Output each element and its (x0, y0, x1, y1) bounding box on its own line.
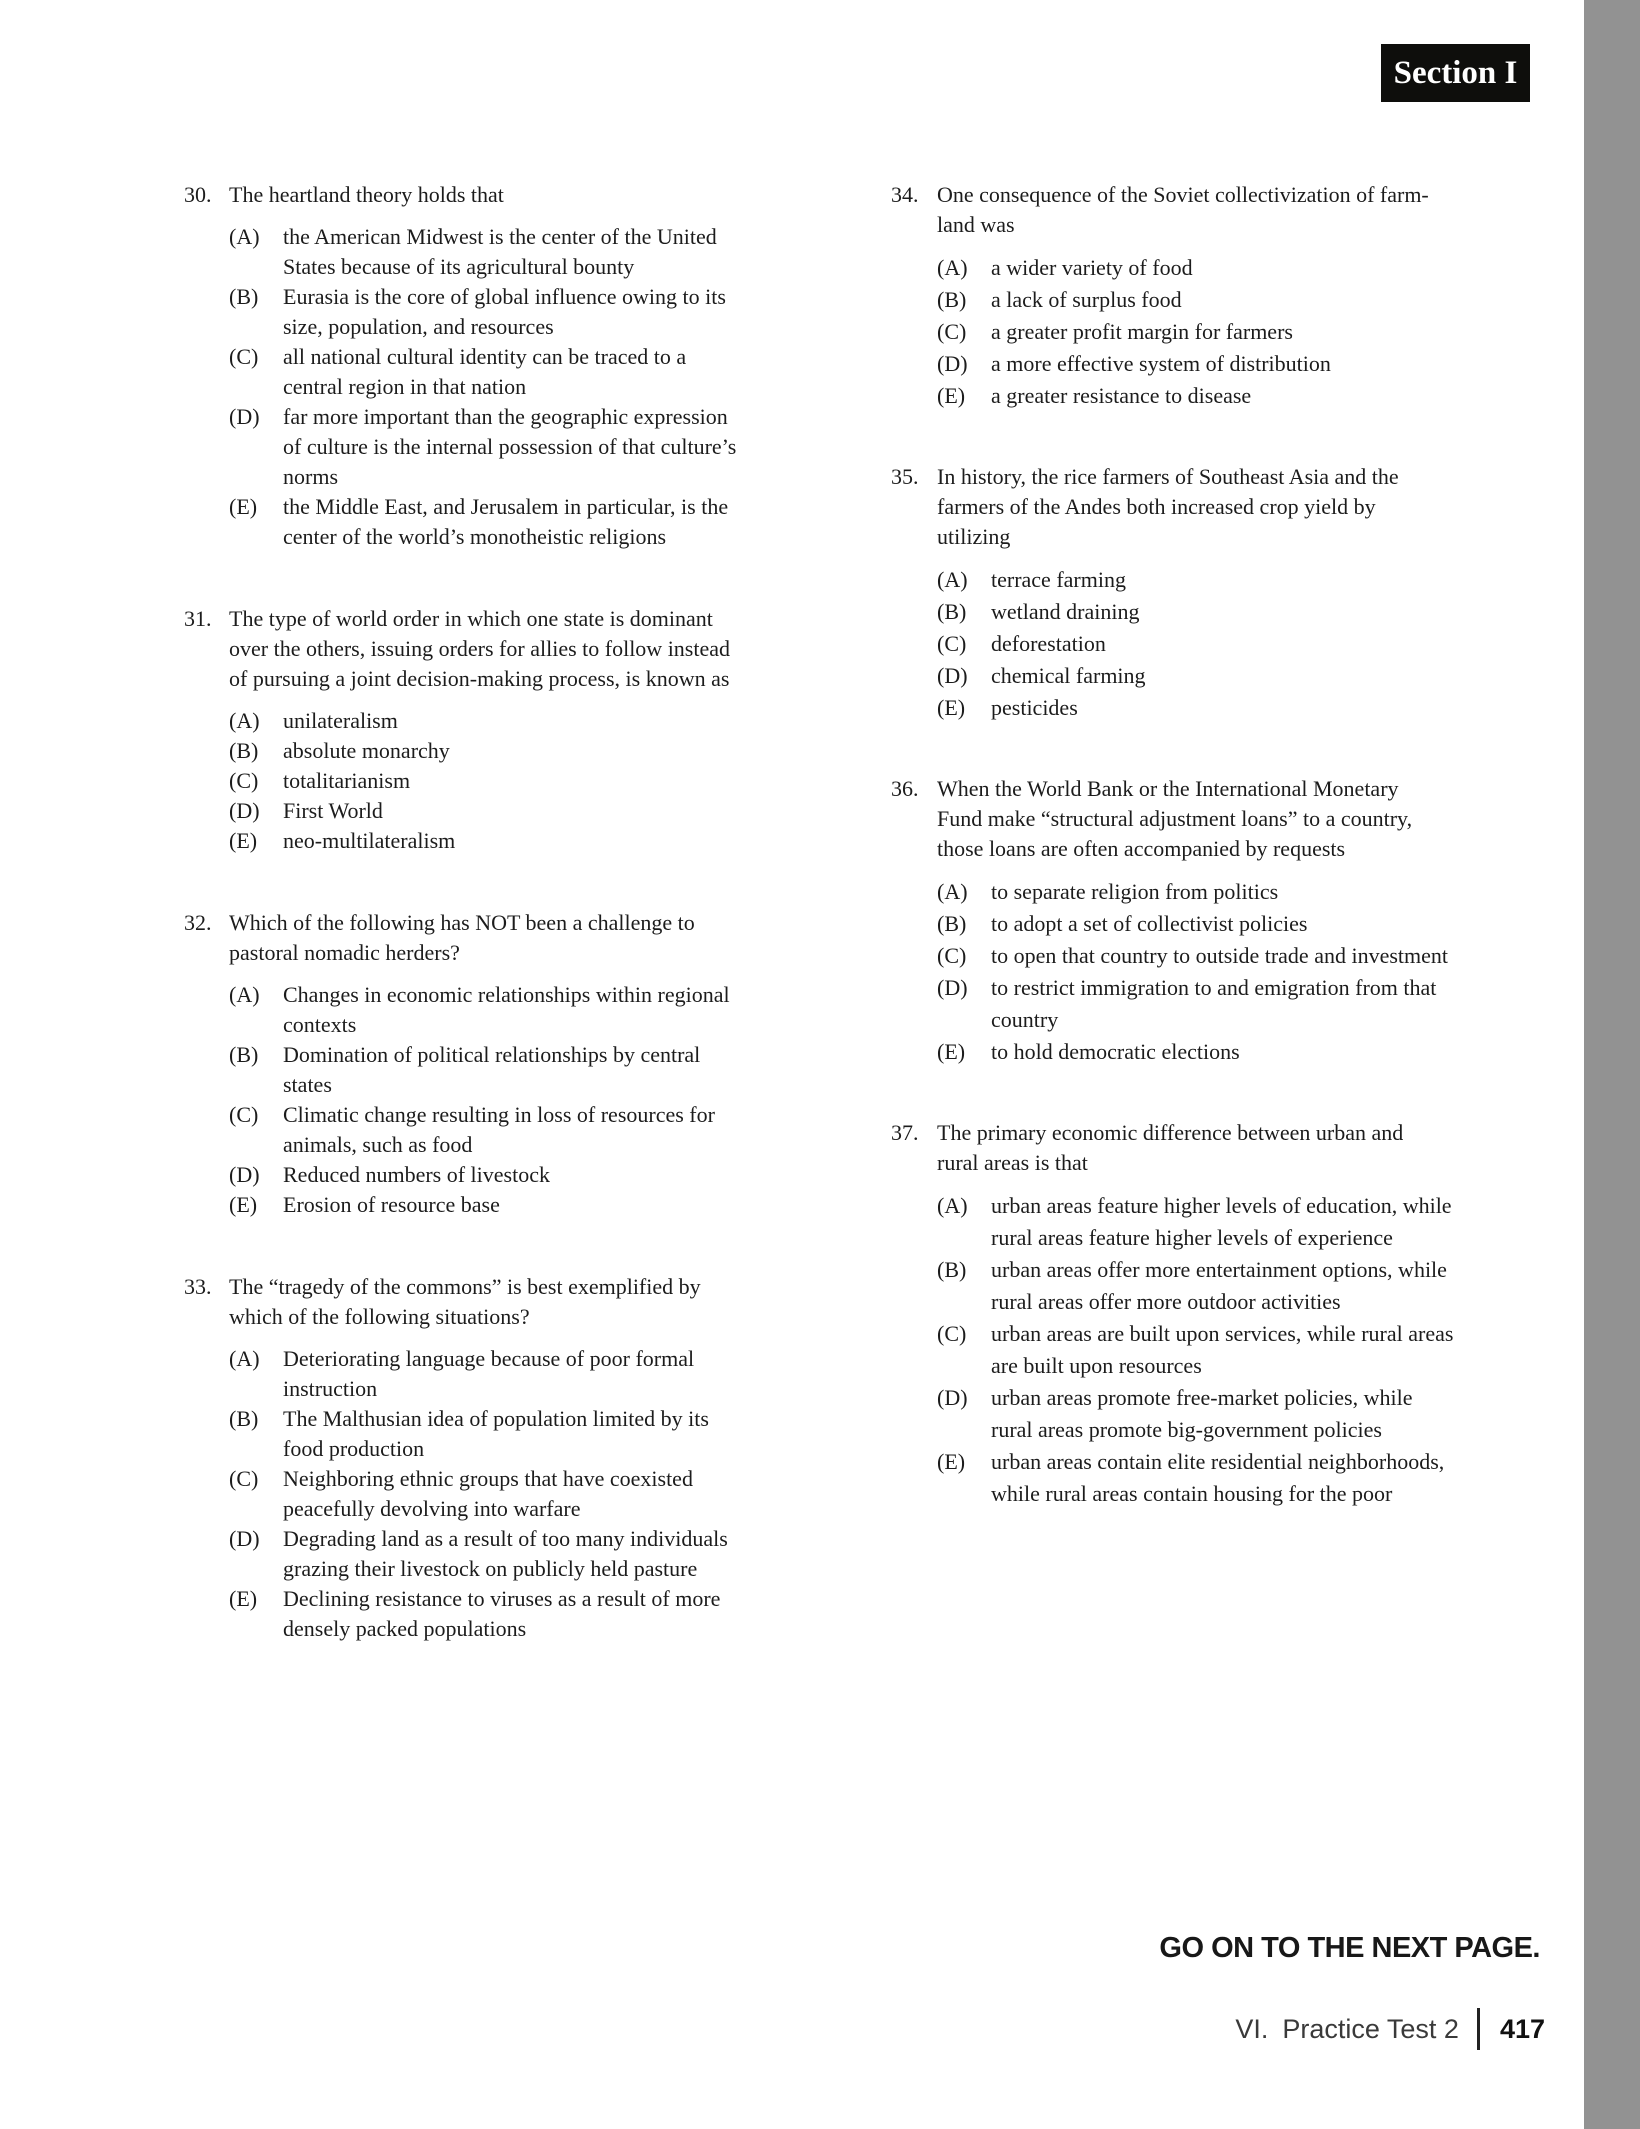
option-letter: (A) (229, 224, 260, 249)
option-letter: (E) (937, 1039, 966, 1064)
option-text (991, 972, 1436, 1036)
question-prompt-line: utilizing (937, 524, 1011, 549)
question-prompt-line: The primary economic difference between urban and (937, 1120, 1404, 1145)
option-letter: (C) (229, 1466, 259, 1491)
option-text-line: Erosion of resource base (283, 1192, 500, 1217)
question (891, 462, 1586, 724)
option-row (229, 766, 730, 796)
option-row (937, 564, 1399, 596)
option-text (283, 492, 728, 552)
option-text-line: wetland draining (991, 599, 1140, 624)
option-text (283, 1344, 694, 1404)
option-letter: (A) (937, 879, 968, 904)
option-text-line: central region in that nation (283, 374, 527, 399)
option-text (283, 282, 726, 342)
question-prompt (229, 604, 730, 694)
question-body (229, 180, 736, 552)
option-row (229, 1344, 728, 1404)
question-body (937, 774, 1448, 1068)
question-prompt-line: rural areas is that (937, 1150, 1088, 1175)
option-letter: (D) (229, 1162, 260, 1187)
option-row (937, 660, 1399, 692)
question-prompt-line: One consequence of the Soviet collectivization of farm- (937, 182, 1429, 207)
questions-column-right (891, 180, 1586, 1560)
option-text (283, 1160, 550, 1190)
option-row (229, 282, 736, 342)
footer-part-label: VI. (1235, 2013, 1269, 2044)
option-row (229, 1464, 728, 1524)
option-text (991, 596, 1139, 628)
option-letter: (B) (229, 1406, 259, 1431)
option-text (283, 222, 717, 282)
question (184, 180, 889, 552)
option-row (229, 222, 736, 282)
option-letter: (C) (937, 1321, 967, 1346)
option-row (937, 1382, 1453, 1446)
option-text-line: a greater profit margin for farmers (991, 319, 1293, 344)
option-row (229, 492, 736, 552)
option-letter: (E) (229, 1192, 258, 1217)
option-text-line: Reduced numbers of livestock (283, 1162, 550, 1187)
option-text-line: Climatic change resulting in loss of resources for (283, 1102, 715, 1127)
option-letter: (D) (937, 663, 968, 688)
option-text (991, 1190, 1452, 1254)
question-prompt-line: When the World Bank or the International Monetary (937, 776, 1399, 801)
option-text-line: norms (283, 464, 338, 489)
option-text-line: The Malthusian idea of population limited by its (283, 1406, 709, 1431)
question-prompt-line: The type of world order in which one state is dominant (229, 606, 713, 631)
option-row (229, 736, 730, 766)
option-letter: (B) (937, 911, 967, 936)
question-body (937, 462, 1399, 724)
question-number: 34. (891, 182, 919, 207)
option-row (229, 1524, 728, 1584)
option-text (991, 692, 1078, 724)
option-row (229, 1190, 730, 1220)
option-text-line: a wider variety of food (991, 255, 1193, 280)
option-text-line: pesticides (991, 695, 1078, 720)
option-text-line: peacefully devolving into warfare (283, 1496, 581, 1521)
option-text-line: absolute monarchy (283, 738, 450, 763)
question-prompt-line: over the others, issuing orders for allies to follow instead (229, 636, 731, 661)
option-text (283, 766, 410, 796)
section-badge-label: Section I (1393, 54, 1518, 91)
question-number: 32. (184, 910, 212, 935)
option-letter: (C) (229, 768, 259, 793)
question-number: 37. (891, 1120, 919, 1145)
options-list (937, 1190, 1453, 1510)
option-text-line: Deteriorating language because of poor formal (283, 1346, 695, 1371)
option-text-line: to adopt a set of collectivist policies (991, 911, 1308, 936)
option-text (991, 284, 1182, 316)
option-text-line: Changes in economic relationships within regional (283, 982, 730, 1007)
question-prompt-line: those loans are often accompanied by requests (937, 836, 1346, 861)
question-prompt (937, 1118, 1453, 1178)
option-text (991, 316, 1293, 348)
option-text-line: chemical farming (991, 663, 1146, 688)
option-text (283, 826, 455, 856)
option-row (937, 972, 1448, 1036)
options-list (937, 564, 1399, 724)
option-text-line: Domination of political relationships by central (283, 1042, 701, 1067)
question-prompt-line: The heartland theory holds that (229, 182, 504, 207)
question-prompt (229, 180, 736, 210)
option-text-line: to separate religion from politics (991, 879, 1279, 904)
options-list (229, 980, 730, 1220)
option-text-line: urban areas promote free-market policies, while (991, 1385, 1413, 1410)
option-letter: (C) (937, 319, 967, 344)
option-letter: (A) (937, 255, 968, 280)
option-text-line: urban areas are built upon services, while rural areas (991, 1321, 1454, 1346)
option-letter: (D) (229, 798, 260, 823)
option-text-line: the American Midwest is the center of the United (283, 224, 717, 249)
question-prompt (937, 180, 1429, 240)
option-text-line: neo-multilateralism (283, 828, 456, 853)
option-row (229, 1404, 728, 1464)
footer-divider (1477, 2008, 1480, 2050)
question-prompt-line: pastoral nomadic herders? (229, 940, 460, 965)
option-text-line: rural areas feature higher levels of experience (991, 1225, 1393, 1250)
option-letter: (B) (229, 284, 259, 309)
option-row (937, 1446, 1453, 1510)
option-text-line: urban areas contain elite residential neighborhoods, (991, 1449, 1445, 1474)
option-text (283, 1190, 500, 1220)
option-text-line: the Middle East, and Jerusalem in particular, is the (283, 494, 729, 519)
option-letter: (B) (229, 738, 259, 763)
option-text-line: rural areas offer more outdoor activities (991, 1289, 1341, 1314)
question-prompt (229, 1272, 728, 1332)
option-row (229, 1160, 730, 1190)
option-row (229, 826, 730, 856)
question-body (937, 1118, 1453, 1510)
option-row (937, 876, 1448, 908)
option-text (283, 1404, 709, 1464)
option-text (283, 402, 736, 492)
option-row (229, 1040, 730, 1100)
footer-page-number: 417 (1499, 2013, 1545, 2044)
question-prompt-line: The “tragedy of the commons” is best exemplified by (229, 1274, 701, 1299)
option-row (937, 692, 1399, 724)
option-letter: (C) (229, 344, 259, 369)
question-prompt-line: which of the following situations? (229, 1304, 530, 1329)
question-prompt-line: farmers of the Andes both increased crop yield by (937, 494, 1376, 519)
option-row (937, 1254, 1453, 1318)
option-text-line: terrace farming (991, 567, 1126, 592)
question-body (229, 1272, 728, 1644)
option-row (229, 402, 736, 492)
option-letter: (C) (229, 1102, 259, 1127)
option-text-line: contexts (283, 1012, 357, 1037)
option-text (991, 252, 1193, 284)
option-text (283, 1524, 728, 1584)
option-letter: (A) (937, 567, 968, 592)
option-text-line: a more effective system of distribution (991, 351, 1331, 376)
option-text-line: a greater resistance to disease (991, 383, 1252, 408)
option-letter: (C) (937, 943, 967, 968)
question-prompt (229, 908, 730, 968)
option-text (283, 1040, 700, 1100)
option-text (283, 980, 730, 1040)
option-text-line: totalitarianism (283, 768, 411, 793)
option-row (937, 284, 1429, 316)
option-letter: (E) (937, 383, 966, 408)
question-body (229, 604, 730, 856)
option-text-line: urban areas offer more entertainment options, while (991, 1257, 1447, 1282)
question-number: 30. (184, 182, 212, 207)
option-text-line: to open that country to outside trade and investment (991, 943, 1449, 968)
option-text-line: Degrading land as a result of too many individuals (283, 1526, 728, 1551)
options-list (937, 252, 1429, 412)
option-text-line: Eurasia is the core of global influence owing to its (283, 284, 726, 309)
option-text (991, 1382, 1412, 1446)
option-letter: (A) (229, 1346, 260, 1371)
option-text-line: Declining resistance to viruses as a result of more (283, 1586, 721, 1611)
option-text (283, 736, 450, 766)
option-letter: (D) (937, 1385, 968, 1410)
option-text-line: instruction (283, 1376, 378, 1401)
option-row (229, 1100, 730, 1160)
option-row (937, 348, 1429, 380)
option-text (991, 1318, 1453, 1382)
option-letter: (E) (937, 1449, 966, 1474)
option-text-line: States because of its agricultural bounty (283, 254, 635, 279)
option-letter: (A) (937, 1193, 968, 1218)
options-list (937, 876, 1448, 1068)
option-letter: (C) (937, 631, 967, 656)
option-letter: (E) (229, 1586, 258, 1611)
option-text-line: country (991, 1007, 1059, 1032)
option-row (937, 628, 1399, 660)
option-text-line: of culture is the internal possession of that culture’s (283, 434, 737, 459)
option-letter: (E) (229, 828, 258, 853)
question-body (937, 180, 1429, 412)
question-prompt-line: In history, the rice farmers of Southeast Asia and the (937, 464, 1399, 489)
option-text-line: size, population, and resources (283, 314, 554, 339)
question-number: 36. (891, 776, 919, 801)
option-letter: (B) (937, 287, 967, 312)
question-number: 35. (891, 464, 919, 489)
option-text (991, 660, 1146, 692)
option-row (229, 980, 730, 1040)
option-text (283, 1100, 715, 1160)
question-prompt (937, 462, 1399, 552)
question (891, 180, 1586, 412)
option-row (937, 316, 1429, 348)
option-text (991, 876, 1278, 908)
footer-section-label: Practice Test 2 (1282, 2013, 1459, 2044)
option-letter: (B) (937, 599, 967, 624)
option-letter: (E) (937, 695, 966, 720)
option-row (937, 380, 1429, 412)
option-text-line: all national cultural identity can be traced to a (283, 344, 687, 369)
question (184, 1272, 889, 1644)
option-text (283, 706, 398, 736)
question-number: 33. (184, 1274, 212, 1299)
question-prompt-line: land was (937, 212, 1015, 237)
question (891, 774, 1586, 1068)
option-text (991, 380, 1251, 412)
option-row (937, 940, 1448, 972)
option-letter: (E) (229, 494, 258, 519)
option-letter: (D) (229, 1526, 260, 1551)
option-text (283, 342, 686, 402)
options-list (229, 222, 736, 552)
option-text-line: while rural areas contain housing for the poor (991, 1481, 1393, 1506)
option-row (229, 1584, 728, 1644)
option-row (937, 908, 1448, 940)
question-body (229, 908, 730, 1220)
option-text-line: animals, such as food (283, 1132, 473, 1157)
option-text (991, 940, 1448, 972)
option-letter: (D) (229, 404, 260, 429)
section-badge (1381, 44, 1530, 102)
option-row (937, 1318, 1453, 1382)
question (184, 604, 889, 856)
option-text-line: to restrict immigration to and emigration from that (991, 975, 1437, 1000)
option-text-line: densely packed populations (283, 1616, 527, 1641)
page-edge-bar (1584, 0, 1640, 2129)
option-text-line: grazing their livestock on publicly held pasture (283, 1556, 698, 1581)
option-letter: (B) (937, 1257, 967, 1282)
option-text-line: are built upon resources (991, 1353, 1202, 1378)
option-letter: (B) (229, 1042, 259, 1067)
option-text (991, 908, 1307, 940)
option-text-line: states (283, 1072, 332, 1097)
question-prompt (937, 774, 1448, 864)
option-text-line: deforestation (991, 631, 1106, 656)
option-text-line: food production (283, 1436, 425, 1461)
option-text-line: to hold democratic elections (991, 1039, 1240, 1064)
option-letter: (A) (229, 982, 260, 1007)
option-text (991, 1446, 1444, 1510)
questions-column-left (184, 180, 889, 1696)
option-text-line: far more important than the geographic expression (283, 404, 728, 429)
option-text (283, 796, 383, 826)
options-list (229, 1344, 728, 1644)
option-text (991, 348, 1331, 380)
option-text (991, 564, 1126, 596)
option-text-line: First World (283, 798, 383, 823)
option-row (937, 252, 1429, 284)
question (891, 1118, 1586, 1510)
option-row (229, 796, 730, 826)
option-letter: (D) (937, 351, 968, 376)
option-text (283, 1584, 720, 1644)
option-row (229, 706, 730, 736)
option-text-line: rural areas promote big-government policies (991, 1417, 1382, 1442)
option-text-line: a lack of surplus food (991, 287, 1182, 312)
option-letter: (A) (229, 708, 260, 733)
option-text-line: unilateralism (283, 708, 398, 733)
question-number: 31. (184, 606, 212, 631)
option-text-line: urban areas feature higher levels of education, while (991, 1193, 1452, 1218)
option-letter: (D) (937, 975, 968, 1000)
option-text (991, 628, 1106, 660)
option-text-line: Neighboring ethnic groups that have coexisted (283, 1466, 693, 1491)
option-row (229, 342, 736, 402)
go-on-notice: GO ON TO THE NEXT PAGE. (1159, 1932, 1540, 1964)
option-text (283, 1464, 693, 1524)
question (184, 908, 889, 1220)
option-row (937, 1190, 1453, 1254)
footer (1235, 2008, 1545, 2050)
option-row (937, 1036, 1448, 1068)
question-prompt-line: Which of the following has NOT been a challenge to (229, 910, 695, 935)
question-prompt-line: of pursuing a joint decision-making process, is known as (229, 666, 730, 691)
option-row (937, 596, 1399, 628)
options-list (229, 706, 730, 856)
question-prompt-line: Fund make “structural adjustment loans” to a country, (937, 806, 1413, 831)
option-text (991, 1036, 1240, 1068)
option-text-line: center of the world’s monotheistic religions (283, 524, 667, 549)
option-text (991, 1254, 1447, 1318)
